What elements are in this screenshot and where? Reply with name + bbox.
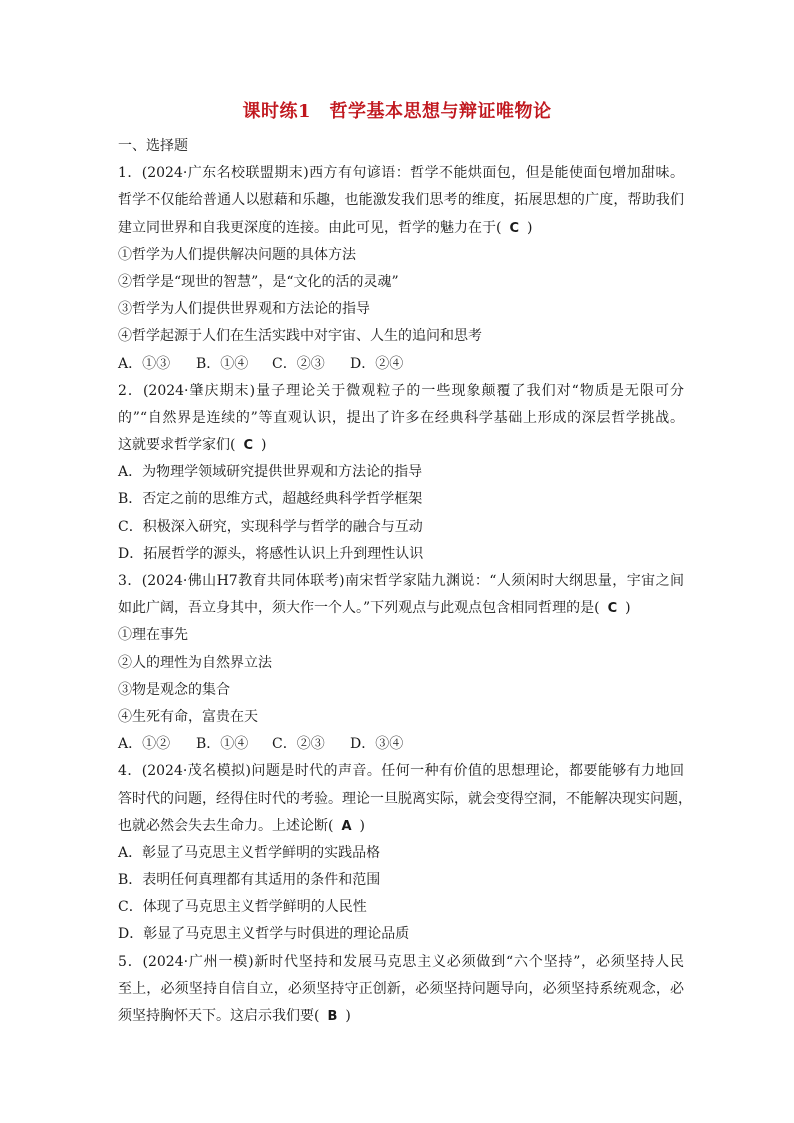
close-paren: ) xyxy=(261,437,267,454)
question-1-stem-end: 建立同世界和自我更深度的连接。由此可见，哲学的魅力在于( xyxy=(118,219,502,236)
close-paren: ) xyxy=(359,817,365,834)
exercise-body xyxy=(118,133,692,1030)
close-paren: ) xyxy=(625,600,631,617)
question-4-line-2: 答时代的问题，经得住时代的考验。理论一旦脱离实际，就会变得空洞，不能解决现实问题， xyxy=(118,790,692,807)
section-heading: 一、选择题 xyxy=(118,138,188,154)
question-5-line-3 xyxy=(118,1003,684,1030)
option-a: A．①② xyxy=(118,736,171,753)
answer-mark: C xyxy=(509,220,520,236)
option-d: D．②④ xyxy=(350,355,404,372)
close-paren: ) xyxy=(527,219,533,236)
choice-c: C．体现了马克思主义哲学鲜明的人民性 xyxy=(118,899,367,916)
option-row xyxy=(118,351,684,378)
question-4-line-3 xyxy=(118,813,684,840)
answer-mark: C xyxy=(243,438,254,454)
statement-item: ③物是观念的集合 xyxy=(118,681,230,698)
question-1-line-2: 哲学不仅能给普通人以慰藉和乐趣，也能激发我们思考的维度，拓展思想的广度，帮助我们 xyxy=(118,192,684,209)
question-5 xyxy=(118,949,684,1031)
question-5-line-2: 至上，必须坚持自信自立，必须坚持守正创新，必须坚持问题导向，必须坚持系统观念，必 xyxy=(118,980,684,997)
option-b: B．①④ xyxy=(196,736,249,753)
question-3 xyxy=(118,568,684,758)
answer-mark: A xyxy=(341,818,352,834)
question-2-line-3 xyxy=(118,432,684,459)
question-2-line-1: 2．(2024·肇庆期末)量子理论关于微观粒子的一些现象颠覆了我们对“物质是无限可分 xyxy=(118,382,684,399)
question-2 xyxy=(118,378,684,568)
choice-d: D．彰显了马克思主义哲学与时俱进的理论品质 xyxy=(118,926,410,943)
question-4 xyxy=(118,758,692,948)
question-3-line-2 xyxy=(118,595,684,622)
statement-item: ②人的理性为自然界立法 xyxy=(118,654,272,671)
statement-item: ③哲学为人们提供世界观和方法论的指导 xyxy=(118,301,370,318)
question-2-line-2: 的”“自然界是连续的”等直观认识，提出了许多在经典科学基础上形成的深层哲学挑战。 xyxy=(118,409,684,426)
option-b: B．①④ xyxy=(196,355,249,372)
question-5-stem-end: 须坚持胸怀天下。这启示我们要( xyxy=(118,1008,320,1024)
statement-item: ①哲学为人们提供解决问题的具体方法 xyxy=(118,246,356,263)
option-c: C．②③ xyxy=(272,355,325,372)
statement-item: ②哲学是“现世的智慧”，是“文化的活的灵魂” xyxy=(118,273,399,290)
choice-b: B．否定之前的思维方式，超越经典科学哲学框架 xyxy=(118,491,423,508)
option-c: C．②③ xyxy=(272,736,325,753)
answer-mark: C xyxy=(607,601,618,617)
option-row xyxy=(118,731,684,758)
question-5-line-1: 5．(2024·广州一模)新时代坚持和发展马克思主义必须做到“六个坚持”，必须坚持人民 xyxy=(118,953,684,970)
question-4-stem-end: 也就必然会失去生命力。上述论断( xyxy=(118,817,334,834)
question-2-stem-end: 这就要求哲学家们( xyxy=(118,437,236,454)
choice-a: A．彰显了马克思主义哲学鲜明的实践品格 xyxy=(118,844,381,861)
question-3-stem-end: 如此广阔，吾立身其中，须大作一个人。”下列观点与此观点包含相同哲理的是( xyxy=(118,600,600,617)
question-4-line-1: 4．(2024·茂名模拟)问题是时代的声音。任何一种有价值的思想理论，都要能够有力地回 xyxy=(118,763,684,780)
choice-a: A．为物理学领域研究提供世界观和方法论的指导 xyxy=(118,464,423,481)
question-1 xyxy=(118,160,684,378)
choice-c: C．积极深入研究，实现科学与哲学的融合与互动 xyxy=(118,518,423,535)
question-1-line-3 xyxy=(118,215,684,242)
close-paren: ) xyxy=(345,1008,351,1024)
statement-item: ①理在事先 xyxy=(118,627,188,644)
answer-mark: B xyxy=(327,1009,338,1024)
choice-b: B．表明任何真理都有其适用的条件和范围 xyxy=(118,872,381,889)
choice-d: D．拓展哲学的源头，将感性认识上升到理性认识 xyxy=(118,545,424,562)
question-1-line-1: 1．(2024·广东名校联盟期末)西方有句谚语：哲学不能烘面包，但是能使面包增加甜味。 xyxy=(118,165,684,182)
option-a: A．①③ xyxy=(118,355,171,372)
question-3-line-1: 3．(2024·佛山H7教育共同体联考)南宋哲学家陆九渊说：“人须闲时大纲思量，宇宙之间 xyxy=(118,573,684,589)
statement-item: ④生死有命，富贵在天 xyxy=(118,708,258,725)
option-d: D．③④ xyxy=(350,736,404,753)
statement-item: ④哲学起源于人们在生活实践中对宇宙、人生的追问和思考 xyxy=(118,328,482,345)
page-title: 课时练1 哲学基本思想与辩证唯物论 xyxy=(242,101,552,122)
